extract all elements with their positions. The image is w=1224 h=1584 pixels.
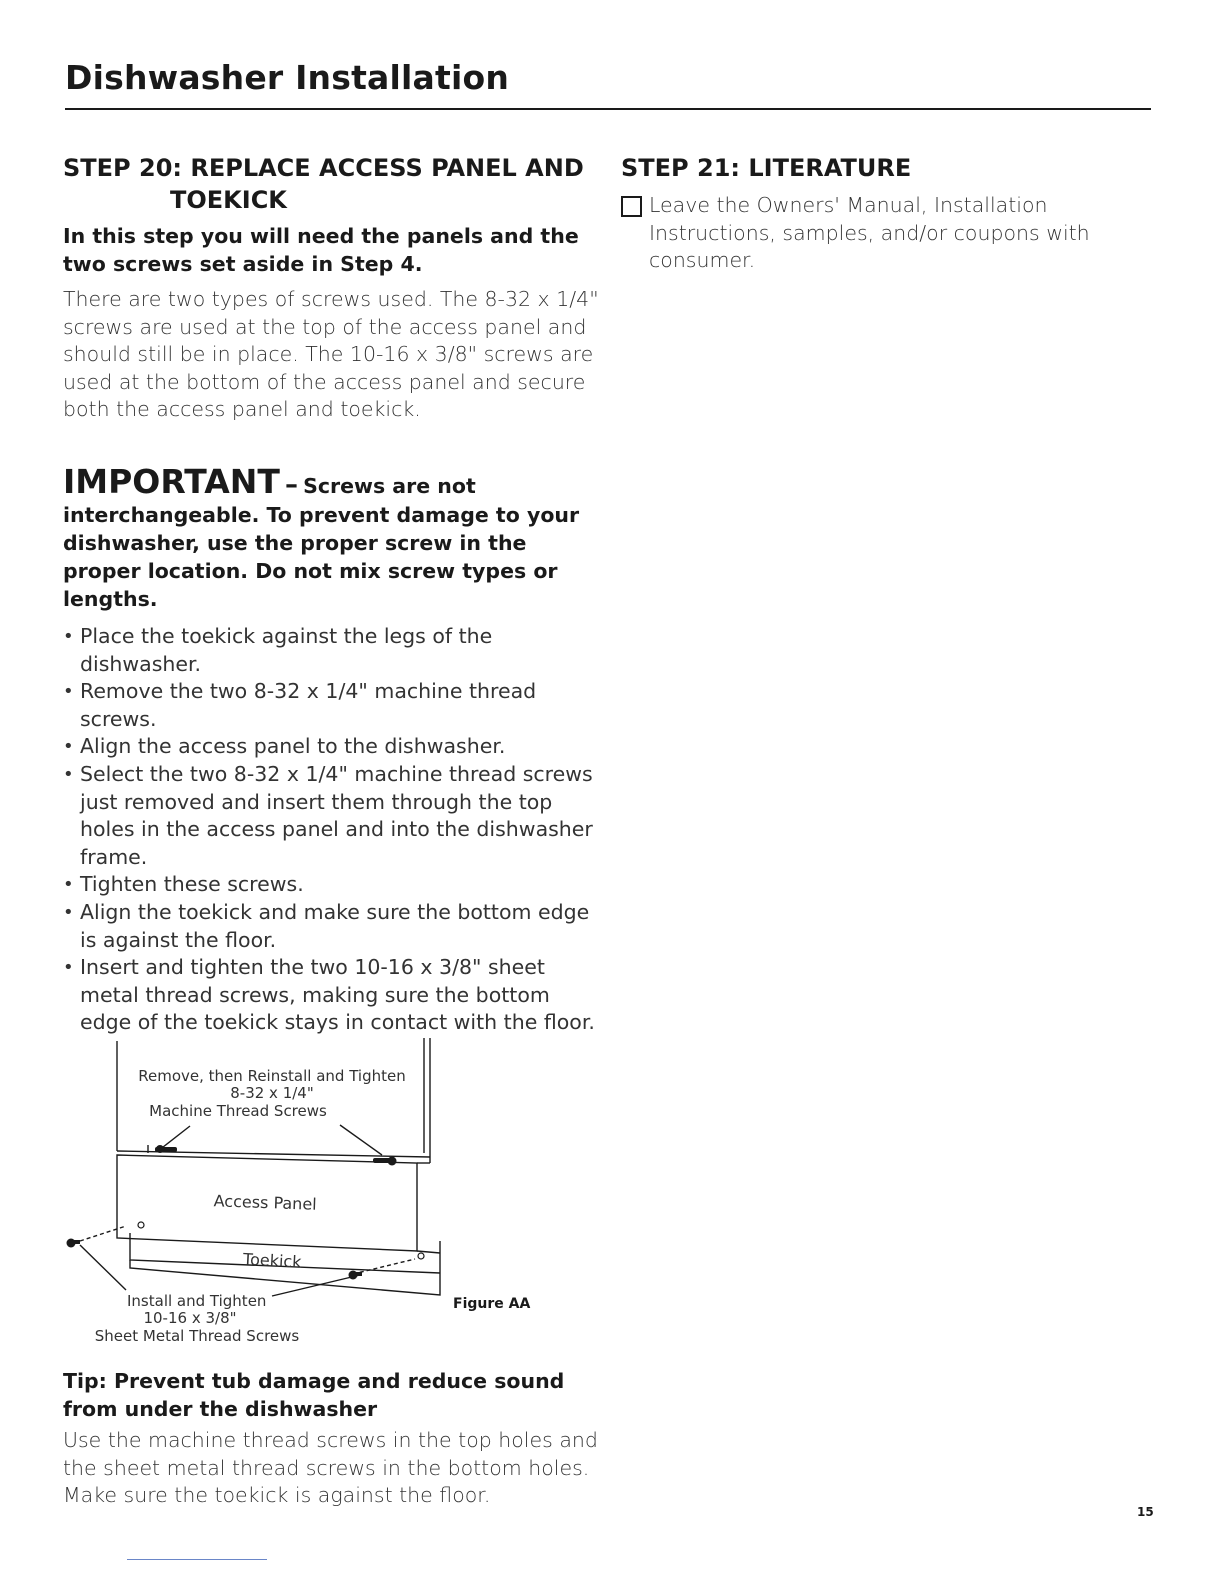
- step-20-heading: [63, 152, 603, 216]
- page-title: Dishwasher Installation: [65, 58, 510, 97]
- tip-body: Use the machine thread screws in the top holes and the sheet metal thread screws in the bottom holes. Make sure the toekick is against the floor.: [63, 1428, 598, 1508]
- list-item: • Insert and tighten the two 10-16 x 3/8" sheet metal thread screws, making sure the bottom edge of the toekick stays in contact with the floor.: [63, 954, 603, 1037]
- access-panel-label: Access Panel: [213, 1191, 318, 1214]
- literature-item-text: Leave the Owners' Manual, Installation Instructions, samples, and/or coupons with consumer.: [649, 193, 1090, 273]
- important-lead: Screws are not: [303, 473, 476, 498]
- toekick-label: Toekick: [242, 1249, 302, 1272]
- step-20-body: There are two types of screws used. The 8-32 x 1/4" screws are used at the top of the access panel and should still be in place. The 10-16 x 3/8" screws are used at the bottom of the access panel and secure both the access panel and toekick.: [63, 287, 599, 422]
- tip-heading: Tip: Prevent tub damage and reduce sound from under the dishwasher: [63, 1369, 565, 1421]
- list-item: • Remove the two 8-32 x 1/4" machine thread screws.: [63, 678, 603, 733]
- callout-bottom-line1: Install and Tighten: [127, 1292, 267, 1310]
- list-item: • Tighten these screws.: [63, 871, 603, 899]
- callout-top-line1: Remove, then Reinstall and Tighten: [138, 1067, 406, 1085]
- list-item: • Select the two 8-32 x 1/4" machine thread screws just removed and insert them through the top holes in the access panel and into the dishwasher frame.: [63, 761, 603, 871]
- literature-checklist-item: [621, 192, 1091, 275]
- checkbox-icon: [621, 196, 642, 217]
- list-item: • Align the toekick and make sure the bottom edge is against the floor.: [63, 899, 603, 954]
- step-21-heading: STEP 21: LITERATURE: [621, 154, 912, 182]
- callout-bottom-line2: 10-16 x 3/8": [143, 1309, 237, 1327]
- callout-bottom-line3: Sheet Metal Thread Screws: [94, 1327, 300, 1345]
- important-dash: –: [285, 469, 298, 500]
- step-20-subheading: In this step you will need the panels and the two screws set aside in Step 4.: [63, 224, 579, 276]
- callout-top-line3: Machine Thread Screws: [149, 1102, 327, 1120]
- important-text: interchangeable. To prevent damage to your dishwasher, use the proper screw in the proper location. Do not mix screw types or lengths.: [63, 502, 580, 611]
- page-number: 15: [1137, 1505, 1154, 1519]
- step-21-section: [621, 152, 1091, 275]
- footer-link-line: [127, 1559, 267, 1560]
- list-item: • Align the access panel to the dishwasher.: [63, 733, 603, 761]
- header-divider: [65, 108, 1151, 110]
- tip-section: [63, 1367, 603, 1510]
- callout-top-line2: 8-32 x 1/4": [230, 1084, 314, 1102]
- important-notice: [63, 462, 603, 613]
- step-20-section: [63, 152, 603, 1037]
- step-20-bullet-list: [63, 623, 603, 1037]
- step-20-heading-line1: STEP 20: REPLACE ACCESS PANEL AND: [63, 154, 584, 182]
- important-label: IMPORTANT: [63, 461, 280, 501]
- list-item: • Place the toekick against the legs of the dishwasher.: [63, 623, 603, 678]
- figure-label: Figure AA: [453, 1296, 531, 1312]
- step-20-heading-line2: TOEKICK: [170, 186, 287, 214]
